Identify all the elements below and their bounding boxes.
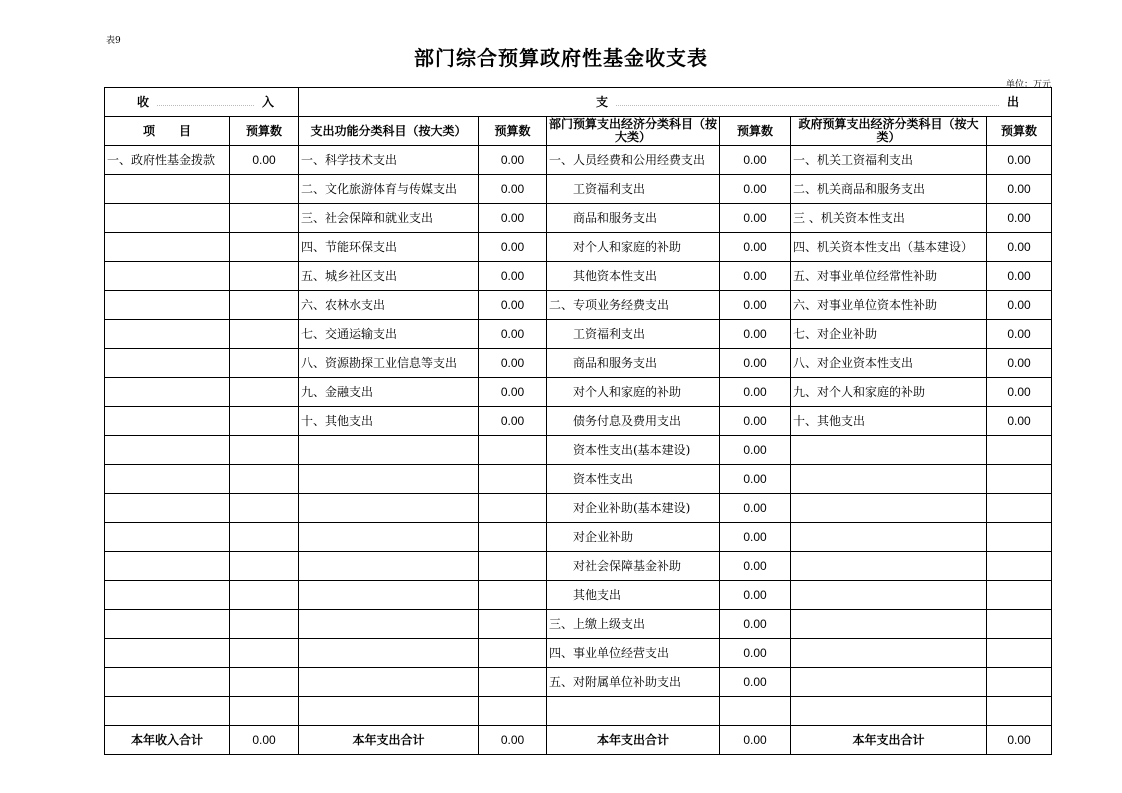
income-item-cell: [105, 465, 230, 494]
func-category-cell: [299, 494, 479, 523]
total-func-label: 本年支出合计: [299, 726, 479, 755]
func-category-cell: [299, 581, 479, 610]
gov-econ-category-cell: 八、对企业资本性支出: [791, 349, 987, 378]
col-header-func-budget: 预算数: [479, 117, 547, 146]
dept-budget-cell: 0.00: [720, 175, 791, 204]
income-budget-cell: [230, 262, 299, 291]
total-gov-value: 0.00: [987, 726, 1052, 755]
table-row: [105, 204, 1052, 233]
table-row: [105, 233, 1052, 262]
income-budget-cell: [230, 291, 299, 320]
gov-budget-cell: 0.00: [987, 146, 1052, 175]
table-row: [105, 494, 1052, 523]
func-budget-cell: 0.00: [479, 204, 547, 233]
func-budget-cell: 0.00: [479, 146, 547, 175]
dept-econ-category-cell: 对个人和家庭的补助: [547, 233, 720, 262]
func-category-cell: 五、城乡社区支出: [299, 262, 479, 291]
table-row: [105, 610, 1052, 639]
table-row: [105, 407, 1052, 436]
income-item-cell: [105, 233, 230, 262]
gov-econ-category-cell: [791, 639, 987, 668]
income-item-cell: [105, 378, 230, 407]
table-row: [105, 523, 1052, 552]
gov-econ-category-cell: [791, 494, 987, 523]
dept-econ-category-cell: 对企业补助(基本建设): [547, 494, 720, 523]
func-category-cell: 九、金融支出: [299, 378, 479, 407]
func-category-cell: [299, 552, 479, 581]
income-item-cell: [105, 291, 230, 320]
income-budget-cell: [230, 349, 299, 378]
func-budget-cell: 0.00: [479, 378, 547, 407]
table-row: [105, 291, 1052, 320]
func-budget-cell: 0.00: [479, 320, 547, 349]
gov-econ-category-cell: [791, 581, 987, 610]
dept-econ-category-cell: 债务付息及费用支出: [547, 407, 720, 436]
dept-budget-cell: 0.00: [720, 465, 791, 494]
gov-econ-category-cell: 五、对事业单位经常性补助: [791, 262, 987, 291]
gov-budget-cell: 0.00: [987, 349, 1052, 378]
total-income-value: 0.00: [230, 726, 299, 755]
table-row: [105, 552, 1052, 581]
dept-budget-cell: 0.00: [720, 204, 791, 233]
income-item-cell: [105, 523, 230, 552]
income-budget-cell: [230, 581, 299, 610]
income-item-cell: [105, 581, 230, 610]
income-budget-cell: [230, 523, 299, 552]
total-dept-value: 0.00: [720, 726, 791, 755]
income-budget-cell: [230, 378, 299, 407]
func-category-cell: [299, 465, 479, 494]
gov-econ-category-cell: 四、机关资本性支出（基本建设）: [791, 233, 987, 262]
dept-budget-cell: 0.00: [720, 523, 791, 552]
income-item-cell: 一、政府性基金拨款: [105, 146, 230, 175]
gov-budget-cell: [987, 668, 1052, 697]
income-budget-cell: [230, 494, 299, 523]
totals-row: [105, 726, 1052, 755]
dept-econ-category-cell: 五、对附属单位补助支出: [547, 668, 720, 697]
gov-econ-category-cell: [791, 465, 987, 494]
dept-budget-cell: 0.00: [720, 407, 791, 436]
gov-econ-category-cell: [791, 552, 987, 581]
income-item-cell: [105, 668, 230, 697]
gov-budget-cell: [987, 523, 1052, 552]
func-budget-cell: [479, 610, 547, 639]
gov-econ-category-cell: 六、对事业单位资本性补助: [791, 291, 987, 320]
dept-econ-category-cell: 商品和服务支出: [547, 204, 720, 233]
table-body: [105, 146, 1052, 726]
dept-econ-category-cell: 资本性支出: [547, 465, 720, 494]
func-budget-cell: 0.00: [479, 349, 547, 378]
func-category-cell: 四、节能环保支出: [299, 233, 479, 262]
gov-budget-cell: [987, 494, 1052, 523]
income-budget-cell: [230, 465, 299, 494]
dept-budget-cell: 0.00: [720, 581, 791, 610]
dept-budget-cell: 0.00: [720, 291, 791, 320]
gov-econ-category-cell: 九、对个人和家庭的补助: [791, 378, 987, 407]
income-budget-cell: [230, 204, 299, 233]
gov-budget-cell: [987, 639, 1052, 668]
income-item-cell: [105, 436, 230, 465]
income-item-cell: [105, 552, 230, 581]
gov-budget-cell: [987, 581, 1052, 610]
total-gov-label: 本年支出合计: [791, 726, 987, 755]
gov-econ-category-cell: 十、其他支出: [791, 407, 987, 436]
income-budget-cell: [230, 668, 299, 697]
func-category-cell: 十、其他支出: [299, 407, 479, 436]
func-budget-cell: [479, 581, 547, 610]
func-category-cell: [299, 697, 479, 726]
gov-budget-cell: 0.00: [987, 407, 1052, 436]
dept-budget-cell: 0.00: [720, 233, 791, 262]
dept-budget-cell: 0.00: [720, 146, 791, 175]
total-func-value: 0.00: [479, 726, 547, 755]
income-item-cell: [105, 204, 230, 233]
income-budget-cell: [230, 320, 299, 349]
col-header-gov-econ-category: 政府预算支出经济分类科目（按大类）: [791, 117, 987, 146]
income-budget-cell: [230, 697, 299, 726]
dept-budget-cell: 0.00: [720, 494, 791, 523]
income-budget-cell: 0.00: [230, 146, 299, 175]
dept-budget-cell: 0.00: [720, 378, 791, 407]
gov-econ-category-cell: [791, 523, 987, 552]
dept-econ-category-cell: [547, 697, 720, 726]
income-item-cell: [105, 494, 230, 523]
gov-econ-category-cell: 二、机关商品和服务支出: [791, 175, 987, 204]
func-budget-cell: [479, 668, 547, 697]
func-category-cell: 七、交通运输支出: [299, 320, 479, 349]
dept-budget-cell: 0.00: [720, 436, 791, 465]
dept-econ-category-cell: 四、事业单位经营支出: [547, 639, 720, 668]
unit-label: 单位：万元: [1006, 80, 1052, 90]
col-header-item: 项 目: [105, 117, 230, 146]
func-budget-cell: [479, 494, 547, 523]
dept-budget-cell: [720, 697, 791, 726]
dept-econ-category-cell: 商品和服务支出: [547, 349, 720, 378]
gov-econ-category-cell: 一、机关工资福利支出: [791, 146, 987, 175]
gov-budget-cell: 0.00: [987, 291, 1052, 320]
income-item-cell: [105, 610, 230, 639]
income-item-cell: [105, 697, 230, 726]
func-category-cell: [299, 639, 479, 668]
dept-econ-category-cell: 工资福利支出: [547, 175, 720, 204]
table-row: [105, 668, 1052, 697]
gov-budget-cell: [987, 465, 1052, 494]
func-category-cell: [299, 610, 479, 639]
table-row: [105, 697, 1052, 726]
table-row: [105, 262, 1052, 291]
income-section-header: 收 入: [105, 88, 299, 117]
total-dept-label: 本年支出合计: [547, 726, 720, 755]
dept-econ-category-cell: 一、人员经费和公用经费支出: [547, 146, 720, 175]
income-item-cell: [105, 349, 230, 378]
income-item-cell: [105, 175, 230, 204]
budget-table: [104, 87, 1052, 755]
gov-budget-cell: [987, 552, 1052, 581]
income-item-cell: [105, 639, 230, 668]
gov-econ-category-cell: 三 、机关资本性支出: [791, 204, 987, 233]
table-number: 表9: [106, 36, 121, 46]
dept-budget-cell: 0.00: [720, 668, 791, 697]
gov-budget-cell: [987, 610, 1052, 639]
dept-econ-category-cell: 其他资本性支出: [547, 262, 720, 291]
income-item-cell: [105, 320, 230, 349]
func-budget-cell: [479, 523, 547, 552]
table-row: [105, 378, 1052, 407]
gov-budget-cell: 0.00: [987, 175, 1052, 204]
gov-budget-cell: [987, 697, 1052, 726]
col-header-gov-budget: 预算数: [987, 117, 1052, 146]
gov-econ-category-cell: [791, 697, 987, 726]
table-row: [105, 639, 1052, 668]
gov-budget-cell: 0.00: [987, 262, 1052, 291]
dept-budget-cell: 0.00: [720, 349, 791, 378]
gov-econ-category-cell: [791, 668, 987, 697]
func-budget-cell: [479, 697, 547, 726]
dept-econ-category-cell: 其他支出: [547, 581, 720, 610]
gov-budget-cell: [987, 436, 1052, 465]
func-category-cell: 六、农林水支出: [299, 291, 479, 320]
func-budget-cell: [479, 436, 547, 465]
func-budget-cell: 0.00: [479, 175, 547, 204]
func-category-cell: [299, 436, 479, 465]
gov-econ-category-cell: 七、对企业补助: [791, 320, 987, 349]
func-category-cell: [299, 523, 479, 552]
table-row: [105, 436, 1052, 465]
func-category-cell: 三、社会保障和就业支出: [299, 204, 479, 233]
income-budget-cell: [230, 436, 299, 465]
dept-econ-category-cell: 对企业补助: [547, 523, 720, 552]
income-budget-cell: [230, 639, 299, 668]
income-budget-cell: [230, 610, 299, 639]
income-budget-cell: [230, 175, 299, 204]
func-budget-cell: [479, 465, 547, 494]
col-header-func-category: 支出功能分类科目（按大类）: [299, 117, 479, 146]
income-budget-cell: [230, 233, 299, 262]
table-row: [105, 175, 1052, 204]
dept-econ-category-cell: 三、上缴上级支出: [547, 610, 720, 639]
func-category-cell: 八、资源勘探工业信息等支出: [299, 349, 479, 378]
table-row: [105, 320, 1052, 349]
gov-econ-category-cell: [791, 610, 987, 639]
func-budget-cell: 0.00: [479, 233, 547, 262]
income-item-cell: [105, 407, 230, 436]
func-budget-cell: [479, 552, 547, 581]
table-row: [105, 581, 1052, 610]
func-budget-cell: 0.00: [479, 262, 547, 291]
dept-budget-cell: 0.00: [720, 639, 791, 668]
dept-econ-category-cell: 二、专项业务经费支出: [547, 291, 720, 320]
dept-econ-category-cell: 对个人和家庭的补助: [547, 378, 720, 407]
income-item-cell: [105, 262, 230, 291]
dept-budget-cell: 0.00: [720, 320, 791, 349]
col-header-income-budget: 预算数: [230, 117, 299, 146]
gov-budget-cell: 0.00: [987, 204, 1052, 233]
income-budget-cell: [230, 552, 299, 581]
func-budget-cell: 0.00: [479, 407, 547, 436]
table-row: [105, 465, 1052, 494]
func-budget-cell: 0.00: [479, 291, 547, 320]
dept-econ-category-cell: 工资福利支出: [547, 320, 720, 349]
total-income-label: 本年收入合计: [105, 726, 230, 755]
gov-budget-cell: 0.00: [987, 320, 1052, 349]
gov-budget-cell: 0.00: [987, 378, 1052, 407]
func-category-cell: [299, 668, 479, 697]
income-budget-cell: [230, 407, 299, 436]
gov-budget-cell: 0.00: [987, 233, 1052, 262]
dept-budget-cell: 0.00: [720, 262, 791, 291]
dept-budget-cell: 0.00: [720, 552, 791, 581]
expense-section-header: 支 出: [299, 88, 1052, 117]
table-row: [105, 146, 1052, 175]
func-category-cell: 一、科学技术支出: [299, 146, 479, 175]
table-row: [105, 349, 1052, 378]
dept-budget-cell: 0.00: [720, 610, 791, 639]
dept-econ-category-cell: 资本性支出(基本建设): [547, 436, 720, 465]
dept-econ-category-cell: 对社会保障基金补助: [547, 552, 720, 581]
page-title: 部门综合预算政府性基金收支表: [414, 46, 708, 70]
col-header-dept-budget: 预算数: [720, 117, 791, 146]
func-budget-cell: [479, 639, 547, 668]
func-category-cell: 二、文化旅游体育与传媒支出: [299, 175, 479, 204]
gov-econ-category-cell: [791, 436, 987, 465]
col-header-dept-econ-category: 部门预算支出经济分类科目（按大类）: [547, 117, 720, 146]
